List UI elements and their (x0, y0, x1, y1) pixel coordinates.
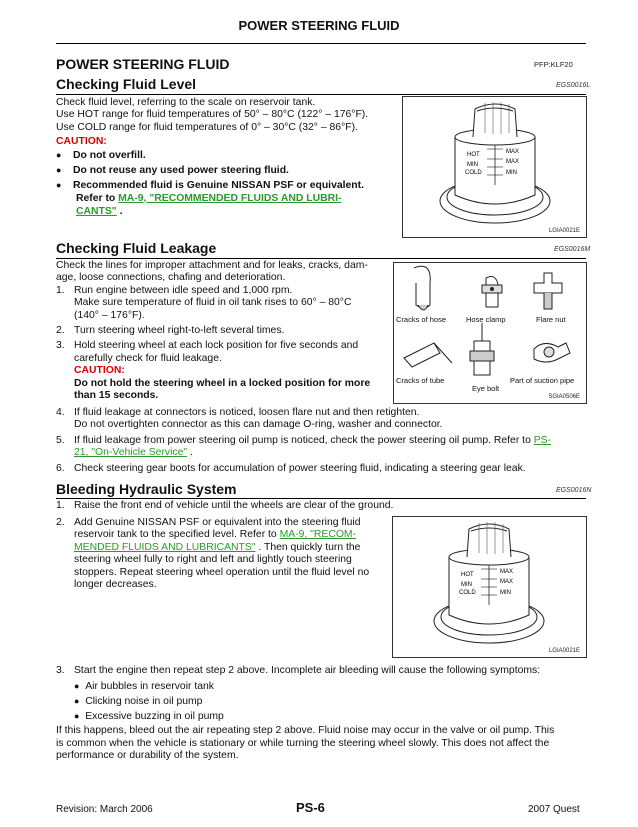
text-line: . Then quickly turn the (258, 541, 361, 553)
text-line: If fluid leakage from power steering oil pump is noticed, check the power steering oil pump. Refer to (74, 434, 531, 446)
text-line: Hold steering wheel at each lock position for five seconds and (74, 340, 359, 352)
figure-id: LGIA0021E (548, 228, 580, 234)
text-line: Raise the front end of vehicle until the wheels are clear of the ground. (74, 500, 394, 511)
step-number: 5. (56, 434, 65, 446)
text-line: Do not overtighten connector as this can damage O-ring, washer and connector. (74, 419, 443, 431)
text-line: Start the engine then repeat step 2 above. Incomplete air bleeding will cause the following symptoms: (74, 665, 541, 676)
text-line: Use HOT range for fluid temperatures of 50° – 80°C (122° – 176°F). (56, 109, 369, 121)
text-line: If this happens, bleed out the air repeating step 2 above. Fluid noise may occur in the valve or oil pump. This (56, 725, 555, 737)
text-line: Check steering gear boots for accumulation of power steering fluid, indicating a steering gear leak. (74, 462, 526, 474)
text-line: Add Genuine NISSAN PSF or equivalent into the steering fluid (74, 517, 361, 528)
svg-text:MIN: MIN (461, 582, 472, 588)
label-eye-bolt: Eye bolt (472, 384, 500, 393)
text-line: performance or durability of the system. (56, 750, 239, 762)
text-line: Check fluid level, referring to the scale on reservoir tank. (56, 97, 316, 108)
reservoir-figure (402, 96, 587, 238)
text-line: Use COLD range for fluid temperatures of 0° – 30°C (32° – 86°F). (56, 121, 358, 133)
step-number: 2. (56, 325, 65, 337)
check-leak-code: EGS0016M (554, 246, 591, 253)
footer-page-number: PS-6 (296, 800, 325, 815)
bullet-text: Refer to (76, 193, 116, 204)
bleeding-step3 (56, 665, 586, 763)
caution-bullets (56, 149, 396, 218)
label-suction-pipe: Part of suction pipe (510, 376, 575, 385)
link-ma9[interactable]: MA-9, "RECOMMENDED FLUIDS AND LUBRI- (118, 193, 342, 204)
svg-text:MIN: MIN (506, 170, 517, 176)
text-line: If fluid leakage at connectors is noticed, loosen flare nut and then retighten. (74, 407, 420, 418)
text-line: longer decreases. (74, 579, 157, 591)
check-level-code: EGS0016L (556, 82, 591, 89)
link-ps21[interactable]: PS- (533, 434, 552, 446)
bullet-text: Do not reuse any used power steering fluid. (73, 165, 289, 176)
symptom-item: Clicking noise in oil pump (85, 696, 203, 708)
reservoir-figure-2 (392, 516, 587, 658)
svg-text:MIN: MIN (500, 590, 511, 596)
divider (56, 498, 586, 499)
text-line: Turn steering wheel right-to-left several times. (74, 325, 285, 337)
step-number: 2. (56, 517, 65, 528)
header-rule (56, 43, 586, 44)
svg-text:HOT: HOT (467, 152, 480, 158)
caution-label: CAUTION: (74, 365, 125, 377)
svg-text:MAX: MAX (500, 569, 514, 575)
svg-text:COLD: COLD (459, 590, 476, 596)
divider (56, 94, 586, 95)
bullet-text: Do not overfill. (73, 150, 146, 161)
svg-text:COLD: COLD (465, 170, 482, 176)
bullet-icon: ● (74, 711, 80, 722)
footer-revision: Revision: March 2006 (56, 804, 153, 815)
caution-text: than 15 seconds. (74, 390, 159, 402)
step-number: 1. (56, 284, 65, 296)
check-level-title: Checking Fluid Level (56, 76, 197, 92)
bullet-text: Recommended fluid is Genuine NISSAN PSF or equivalent. (73, 180, 364, 191)
figure-id: SGIA0506E (548, 394, 580, 400)
text-line: Check the lines for improper attachment and for leaks, cracks, dam- (56, 260, 368, 271)
symptom-item: Excessive buzzing in oil pump (85, 711, 224, 723)
bullet-icon: ● (74, 696, 80, 707)
text-line: stoppers. Repeat steering wheel operation until the fluid level no (74, 566, 370, 578)
text-line: age, loose connections, chafing and deterioration. (56, 272, 286, 284)
reservoir-tank-icon (393, 517, 586, 657)
step-number: 4. (56, 407, 65, 418)
check-level-text (56, 97, 396, 134)
check-leak-title: Checking Fluid Leakage (56, 240, 217, 256)
link-ps21-cont[interactable]: 21, "On-Vehicle Service" (74, 447, 188, 459)
svg-text:MAX: MAX (506, 159, 520, 165)
svg-text:MAX: MAX (506, 149, 520, 155)
label-hose-clamp: Hose clamp (466, 315, 506, 324)
bullet-text: . (119, 206, 123, 217)
link-ma9-cont[interactable]: MENDED FLUIDS AND LUBRICANTS" (74, 541, 256, 553)
figure-id: LGIA0021E (548, 648, 580, 654)
bullet-icon: ● (56, 165, 62, 175)
step-number: 3. (56, 340, 65, 352)
check-leak-text (56, 260, 396, 402)
label-flare-nut: Flare nut (536, 315, 566, 324)
bullet-icon: ● (56, 180, 62, 190)
svg-text:HOT: HOT (461, 572, 474, 578)
bullet-icon: ● (56, 150, 62, 160)
caution-label: CAUTION: (56, 136, 107, 147)
text-line: Run engine between idle speed and 1,000 rpm. (74, 284, 293, 296)
text-line: . (189, 447, 193, 459)
caution-text: Do not hold the steering wheel in a locked position for more (74, 377, 371, 389)
text-line: Make sure temperature of fluid in oil tank rises to 60° – 80°C (74, 297, 352, 309)
reservoir-tank-icon (403, 97, 586, 237)
bleeding-step2 (56, 517, 386, 591)
step-number: 1. (56, 500, 65, 511)
link-ma9[interactable]: MA-9, "RECOM- (279, 529, 357, 541)
text-line: reservoir tank to the specified level. Refer to (74, 529, 277, 541)
divider (56, 258, 586, 259)
symptom-item: Air bubbles in reservoir tank (85, 681, 215, 693)
section-title: POWER STEERING FLUID (56, 56, 230, 72)
bleeding-step1 (56, 500, 586, 512)
footer-model: 2007 Quest (528, 804, 580, 815)
text-line: (140° – 176°F). (74, 309, 145, 321)
label-cracks-tube: Cracks of tube (396, 376, 445, 385)
step-number: 3. (56, 665, 65, 676)
bullet-icon: ● (74, 681, 80, 692)
text-line: is common when the vehicle is stationary or while turning the steering wheel slowly. This does not affect the (56, 737, 550, 749)
svg-text:MIN: MIN (467, 162, 478, 168)
text-line: steering wheel fully to right and left and lightly touch steering (74, 554, 352, 566)
bleeding-title: Bleeding Hydraulic System (56, 481, 237, 497)
bleeding-code: EGS0016N (556, 487, 592, 494)
page-header: POWER STEERING FLUID (238, 18, 400, 33)
link-ma9-cont[interactable]: CANTS" (76, 206, 117, 217)
section-code: PFP:KLF20 (534, 60, 573, 69)
label-cracks-hose: Cracks of hose (396, 315, 447, 324)
text-line: carefully check for fluid leakage. (74, 352, 222, 364)
step-number: 6. (56, 462, 65, 474)
leak-points-figure (393, 262, 587, 404)
svg-text:MAX: MAX (500, 579, 514, 585)
check-leak-text-wide (56, 407, 586, 475)
